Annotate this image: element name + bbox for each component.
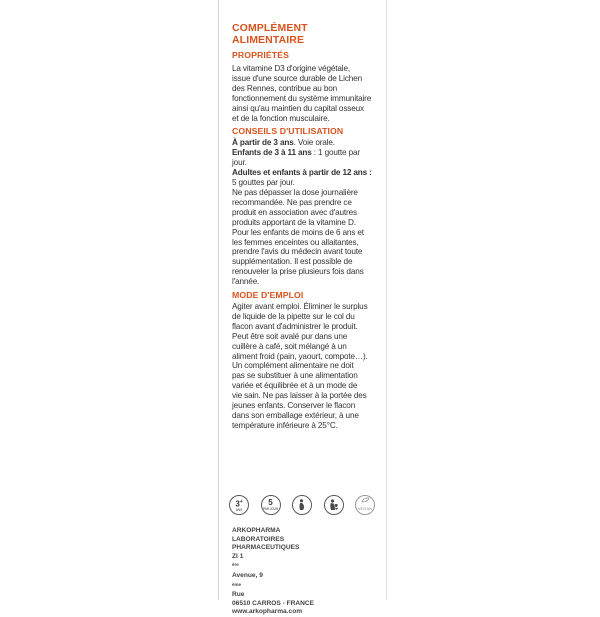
box-left-edge [218,0,219,600]
age-3-plus-icon [229,495,249,515]
dose-number: 5 [268,498,273,507]
manufacturer-address [232,527,372,617]
text-line: produit en association avec d'autres [232,207,357,217]
section-heading-mode-emploi: MODE D'EMPLOI [232,290,304,301]
company-line-3: PHARMACEUTIQUES [232,544,300,552]
age-num: 3 [235,499,240,509]
company-street [232,553,372,600]
text-line: recommandée. Ne pas prendre ce [232,197,352,207]
section-heading-conseils: CONSEILS D'UTILISATION [232,126,344,137]
street-sup: ère [232,562,239,568]
age-bold: À partir de 3 ans [232,138,294,148]
text-line: de liquide de la pipette sur le col du [232,311,355,321]
vegan-leaf-icon [355,495,375,515]
text-line: 5 gouttes par jour. [232,178,295,188]
pictogram-row [229,494,375,516]
conseils-text [232,138,372,287]
company-line-1: ARKOPHARMA [232,527,281,534]
text-line: jour. [232,158,247,168]
text-line: l'année. [232,277,260,287]
street-part: ZI 1 [232,552,244,560]
main-title-line-1: COMPLÉMENT [232,22,308,34]
street-part: Rue [232,591,245,599]
label-content [232,22,372,431]
pregnant-woman-icon [292,495,312,515]
age-rest: . Voie orale. [293,138,335,148]
text-line: ainsi qu'au maintien du capital osseux [232,103,364,113]
text-line: produits apportant de la vitamine D. [232,217,356,227]
text-line: aliment froid (pain, yaourt, compote…). [232,351,368,361]
box-right-edge [386,0,387,600]
breastfeeding-icon [324,495,344,515]
text-line: La vitamine D3 d'origine végétale, [232,64,350,73]
text-line: variée et équilibrée et à un mode de [232,381,358,391]
text-line: pas se substituer à une alimentation [232,371,358,381]
text-line: et de la fonction musculaire. [232,113,330,123]
children-bold: Enfants de 3 à 11 ans [232,148,312,158]
text-line: Pour les enfants de moins de 6 ans et [232,227,364,237]
company-line-2: LABORATOIRES [232,535,285,543]
text-line: renouveler la prise plusieurs fois dans [232,267,364,277]
age-number [235,498,242,509]
text-line: supplémentation. Il est possible de [232,257,353,267]
proprietes-text [232,64,372,123]
children-rest: : 1 goutte par [311,148,360,158]
children-line [232,148,372,158]
text-line: flacon avant d'administrer le produit. [232,321,358,331]
company-city: 06510 CARROS - FRANCE [232,599,315,607]
company-website: www.arkopharma.com [232,608,303,616]
dose-per-day-icon [261,495,281,515]
text-line: vie sain. Ne pas laisser à la portée des [232,391,367,401]
adults-bold: Adultes et enfants à partir de 12 ans : [232,168,372,178]
dose-unit: PAR JOUR [262,507,279,511]
age-plus: + [239,498,243,505]
text-line: les femmes enceintes ou allaitantes, [232,237,359,247]
main-title [232,22,372,46]
text-line: dans son emballage extérieur, à une [232,411,359,420]
text-line: Agiter avant emploi. Éliminer le surplus [232,302,368,312]
main-title-line-2: ALIMENTAIRE [232,34,305,46]
text-line: prendre l'avis du médecin avant toute [232,247,363,257]
text-line: fonctionnement du système immunitaire [232,93,372,103]
street-sup: ème [232,581,242,587]
package-side-panel [222,0,382,616]
text-line: Un complément alimentaire ne doit [232,361,354,371]
text-line: Peut être soit avalé pur dans une [232,331,348,341]
section-heading-proprietes: PROPRIÉTÉS [232,50,289,60]
text-line: issue d'une source durable de Lichen [232,73,362,83]
text-line: Ne pas dépasser la dose journalière [232,187,358,197]
text-line: cuillère à café, soit mélangé à un [232,341,347,351]
mode-emploi-text [232,302,372,431]
text-line: jeunes enfants. Conserver le flacon [232,401,356,411]
text-line: des Rennes, contribue au bon [232,83,338,93]
street-part: Avenue, 9 [232,571,263,579]
vegan-label: VEGAN [357,506,373,511]
text-line: température inférieure à 25°C. [232,420,338,430]
age-line [232,138,372,148]
age-unit: ANS [235,508,243,513]
